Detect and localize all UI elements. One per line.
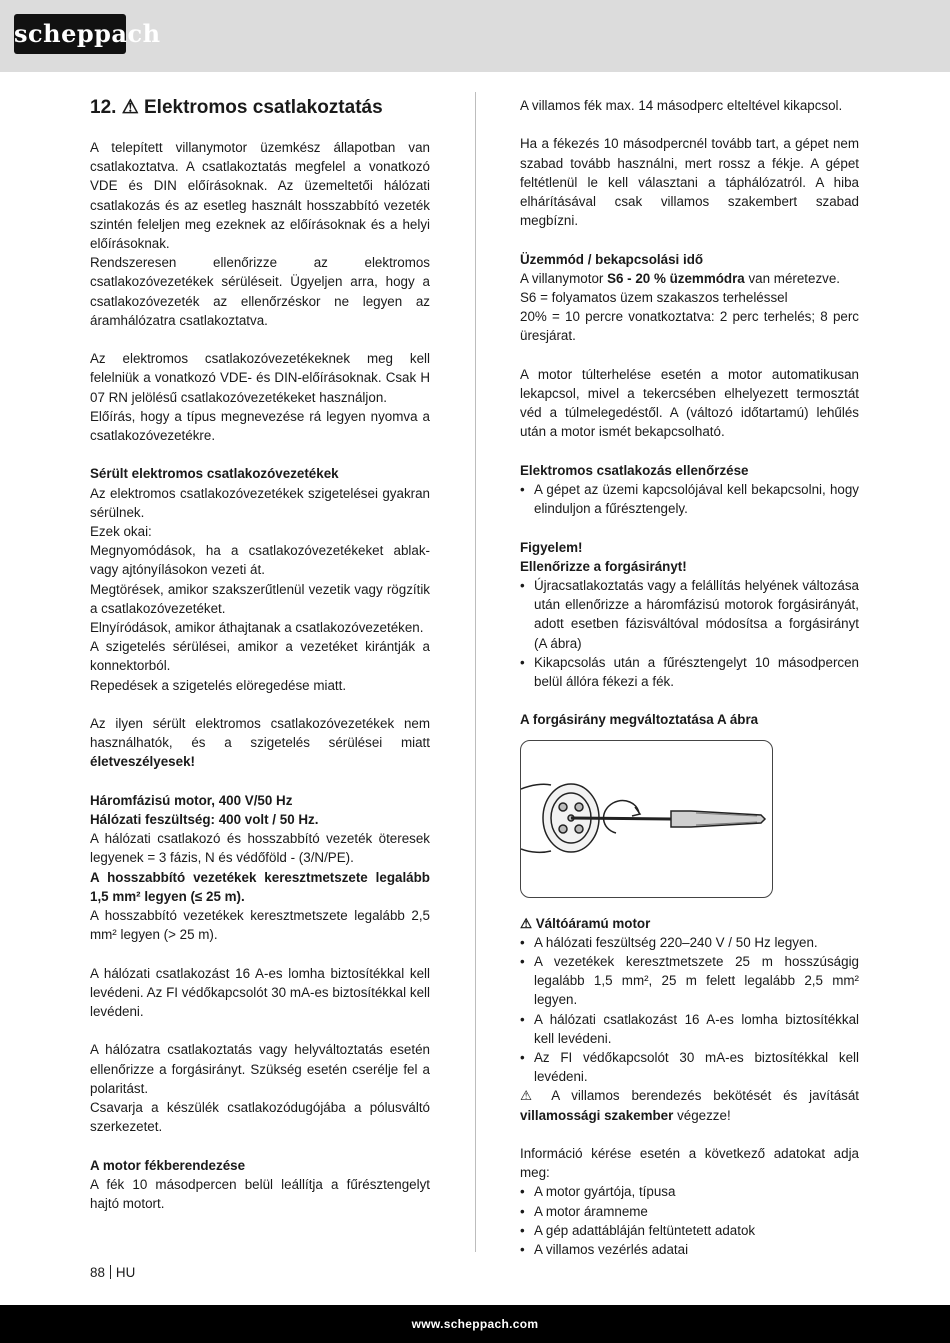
bullet-list xyxy=(520,1182,859,1259)
list-item: • A vezetékek keresztmetszete 25 m hosszúságig legalább 1,5 mm², 25 m felett legalább 2,5 mm² legyen. xyxy=(520,952,859,1010)
paragraph: A fék 10 másodpercen belül leállítja a fűrésztengelyt hajtó motort. xyxy=(90,1176,430,1212)
paragraph: Repedések a szigetelés elöregedése miatt. xyxy=(90,677,347,693)
scheppach-logo: scheppach xyxy=(14,14,126,54)
paragraph: A hálózatra csatlakoztatás vagy helyváltoztatás esetén ellenőrizze a forgásirányt. Szükség esetén cserélje fel a polaritást. xyxy=(90,1042,430,1096)
paragraph: Megnyomódások, ha a csatlakozóvezetékeket ablak- vagy ajtónyílásokon vezeti át. xyxy=(90,543,430,578)
text: A villanymotor xyxy=(520,270,608,286)
paragraph: S6 = folyamatos üzem szakaszos terheléssel xyxy=(520,290,788,305)
paragraph: Ha a fékezés 10 másodpercnél tovább tart, a gépet nem szabad tovább használni, mert rossz a fékje. A gépet feltétlenül le kell választani a táphálózatról. A hiba elhárításával csak villamos szakembert szabad megbízni. xyxy=(520,136,859,229)
subheading-brake: A motor fékberendezése xyxy=(90,1157,246,1173)
paragraph: A villamos fék max. 14 másodperc elteltével kikapcsol. xyxy=(520,98,843,113)
page-number xyxy=(90,1265,135,1280)
paragraph: A hálózati csatlakozó és hosszabbító vezeték öteresek legyenek = 3 fázis, N és védőföld - (3/N/PE). xyxy=(90,831,430,866)
text: Az ilyen sérült elektromos csatlakozóvezetékek nem használhatók, és a szigetelés sérülései miatt xyxy=(90,716,430,751)
paragraph: Elnyíródások, amikor áthajtanak a csatlakozóvezetéken. xyxy=(90,620,424,636)
figure-a-phase-changer xyxy=(520,740,773,898)
section-title: 12. ⚠ Elektromos csatlakoztatás xyxy=(90,97,383,118)
attention-subheading: Ellenőrizze a forgásirányt! xyxy=(520,558,687,574)
figure-caption: A forgásirány megváltoztatása A ábra xyxy=(520,712,759,728)
subheading-voltage: Hálózati feszültség: 400 volt / 50 Hz. xyxy=(90,812,319,828)
plug-screwdriver-illustration xyxy=(521,741,773,898)
paragraph: Információ kérése esetén a következő adatokat adja meg: xyxy=(520,1146,859,1181)
paragraph: A szigetelés sérülései, amikor a vezetéket kirántják a konnektorból. xyxy=(90,639,430,674)
right-column xyxy=(520,96,859,1259)
list-item: • A motor áramneme xyxy=(520,1202,859,1221)
paragraph xyxy=(520,269,859,288)
paragraph xyxy=(520,1086,859,1124)
warning-text: ⚠ A villamos berendezés bekötését és javítását xyxy=(520,1088,859,1104)
bullet-list xyxy=(520,480,859,518)
website-url: www.scheppach.com xyxy=(411,1317,539,1331)
paragraph: 20% = 10 percre vonatkoztatva: 2 perc terhelés; 8 perc üresjárat. xyxy=(520,309,859,344)
page-number-value: 88 xyxy=(90,1265,105,1280)
bullet-list xyxy=(520,576,859,691)
list-item: • Újracsatlakoztatás vagy a felállítás helyének változása után ellenőrizze a háromfázisú motorok forgásirányát, adott esetben fázisváltóval módosítsa a forgásirányt (A ábra) xyxy=(520,576,859,653)
list-item: • Az FI védőkapcsolót 30 mA-es biztosítékkal kell levédeni. xyxy=(520,1048,859,1086)
language-code: HU xyxy=(115,1265,136,1280)
bold-paragraph: A hosszabbító vezetékek keresztmetszete legalább 1,5 mm² legyen (≤ 25 m). xyxy=(90,869,430,904)
paragraph: Előírás, hogy a típus megnevezése rá legyen nyomva a csatlakozóvezetékre. xyxy=(90,408,430,444)
list-item: • A hálózati feszültség 220–240 V / 50 Hz legyen. xyxy=(520,933,859,952)
text: végezze! xyxy=(673,1107,731,1123)
subheading-connection-check: Elektromos csatlakozás ellenőrzése xyxy=(520,462,749,478)
paragraph: A hosszabbító vezetékek keresztmetszete legalább 2,5 mm² legyen (> 25 m). xyxy=(90,908,430,943)
subheading-damaged-cables: Sérült elektromos csatlakozóvezetékek xyxy=(90,466,339,482)
subheading-operating-mode: Üzemmód / bekapcsolási idő xyxy=(520,251,704,267)
page-header xyxy=(0,0,950,72)
list-item: • A villamos vezérlés adatai xyxy=(520,1240,859,1259)
paragraph: Csavarja a készülék csatlakozódugójába a pólusváltó szerkezetet. xyxy=(90,1100,430,1135)
list-item: • A gépet az üzemi kapcsolójával kell bekapcsolni, hogy elinduljon a fűrésztengely. xyxy=(520,480,859,518)
left-column xyxy=(90,96,430,1213)
paragraph: Az elektromos csatlakozóvezetékeknek meg kell felelniük a vonatkozó VDE- és DIN-előírásoknak. Csak H 07 RN jelölésű csatlakozóvezetékeket használjon. xyxy=(90,351,430,405)
paragraph: Rendszeresen ellenőrizze az elektromos csatlakozóvezetékek sérüléseit. Ügyeljen arra, hogy a csatlakozóvezeték az ellenőrzéskor ne legyen az áramhálózatra csatlakoztatva. xyxy=(90,255,430,328)
subheading-three-phase: Háromfázisú motor, 400 V/50 Hz xyxy=(90,792,293,808)
paragraph: Megtörések, amikor szakszerűtlenül vezetik vagy rögzítik a csatlakozóvezetéket. xyxy=(90,581,430,616)
paragraph: A telepített villanymotor üzemkész állapotban van csatlakoztatva. A csatlakoztatás megfelel a vonatkozó VDE és DIN előírásoknak. Az üzemeltetői hálózati csatlakozás és az esetleg használt hosszabbító vezeték szintén feleljen meg ezeknek az előírásoknak és a helyi előírásoknak. xyxy=(90,140,430,252)
bullet-list xyxy=(520,933,859,1087)
list-item: • Kikapcsolás után a fűrésztengelyt 10 másodpercen belül állóra fékezi a fék. xyxy=(520,653,859,691)
paragraph: A hálózati csatlakozást 16 A-es lomha biztosítékkal kell levédeni. Az FI védőkapcsolót 30 mA-es biztosítékkal kell levédeni. xyxy=(90,965,430,1020)
paragraph: Az elektromos csatlakozóvezetékek szigetelései gyakran sérülnek. xyxy=(90,485,430,520)
text: van méretezve. xyxy=(744,270,841,286)
bold-warning: életveszélyesek! xyxy=(90,754,195,770)
attention-heading: Figyelem! xyxy=(520,539,583,555)
paragraph: A motor túlterhelése esetén a motor automatikusan lekapcsol, mivel a tekercsében elhelyezett termosztát véd a túlmelegedéstől. A (változó időtartamú) lehűlés után a motor ismét bekapcsolható. xyxy=(520,366,859,440)
column-divider xyxy=(475,92,476,1252)
subheading-ac-motor: ⚠ Váltóáramú motor xyxy=(520,915,651,931)
list-item: • A hálózati csatlakozást 16 A-es lomha biztosítékkal kell levédeni. xyxy=(520,1010,859,1048)
bold-text: villamossági szakember xyxy=(520,1107,674,1123)
list-item: • A gép adattábláján feltüntetett adatok xyxy=(520,1221,859,1240)
list-item: • A motor gyártója, típusa xyxy=(520,1182,859,1201)
bold-text: S6 - 20 % üzemmódra xyxy=(607,270,745,286)
paragraph xyxy=(90,714,430,772)
paragraph: Ezek okai: xyxy=(90,524,152,540)
